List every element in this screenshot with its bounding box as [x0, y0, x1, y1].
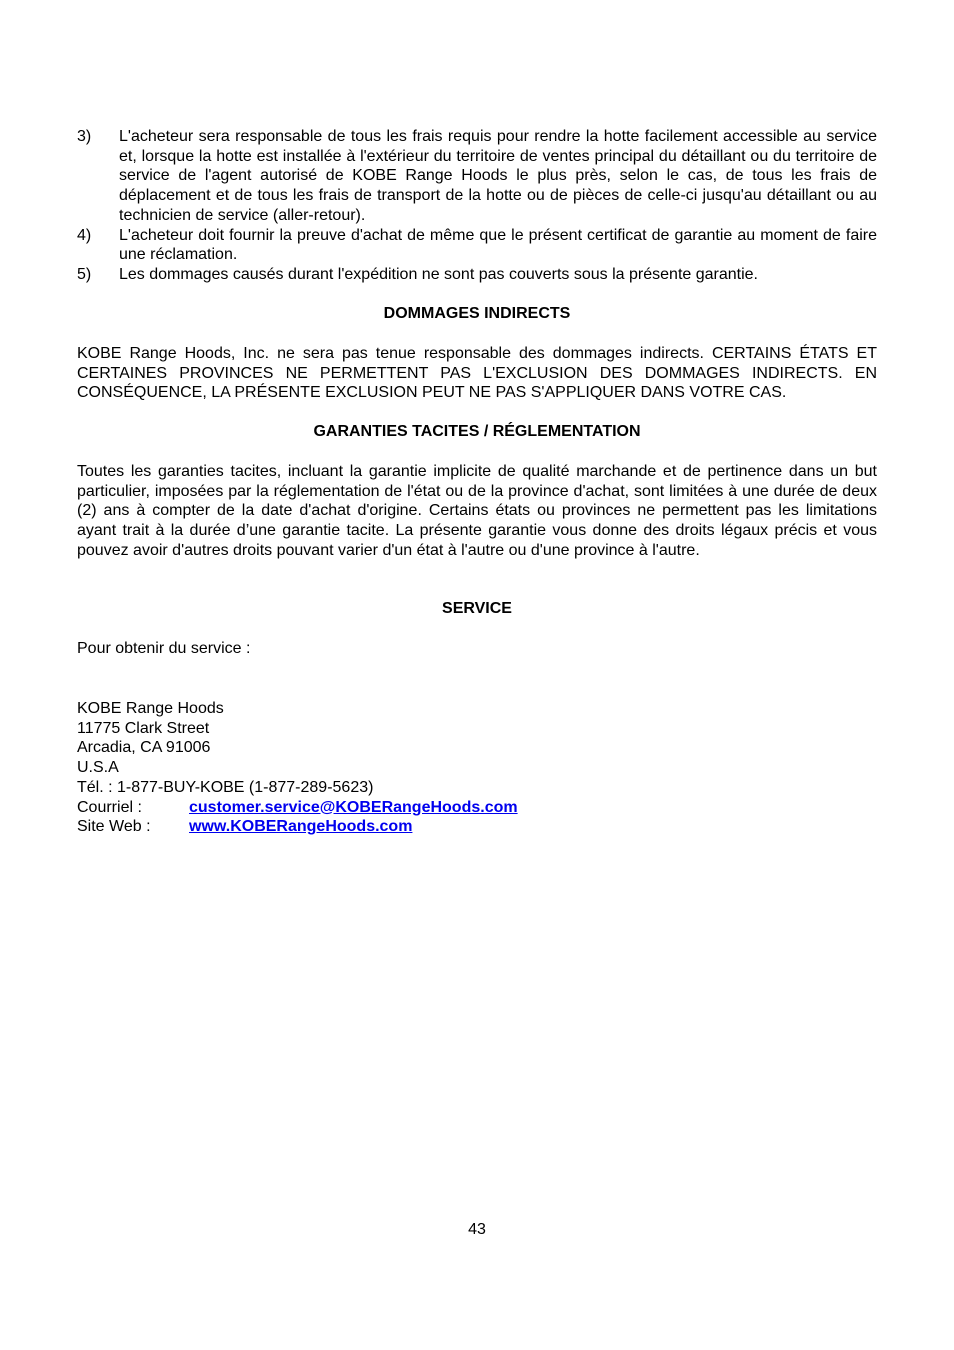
city-address: Arcadia, CA 91006 — [77, 739, 211, 757]
email-row — [77, 798, 518, 818]
email-link[interactable]: customer.service@KOBERangeHoods.com — [189, 798, 518, 816]
list-item — [77, 265, 877, 285]
website-link[interactable]: www.KOBERangeHoods.com — [189, 818, 413, 836]
indirect-damages-heading: DOMMAGES INDIRECTS — [383, 305, 571, 322]
service-intro: Pour obtenir du service : — [77, 640, 251, 657]
website-row — [77, 817, 518, 837]
implied-warranties-paragraph: Toutes les garanties tacites, incluant la garantie implicite de qualité marchande et de pertinence dans un but particulier, imposées par la réglementation de l'état ou de la province d'achat, sont limitées à une durée de deux (2) ans à compter de la date d'achat d'origine. Certains états ou provinces ne permettent pas les limitations ayant trait à la durée d’une garantie tacite. La présente garantie vous donne des droits légaux précis et vous pouvez avoir d'autres droits pouvant varier d'un état à l'autre ou d'une province à l'autre. — [77, 463, 877, 559]
list-item — [77, 226, 877, 265]
list-item-number: 5) — [77, 265, 92, 283]
list-item-number: 4) — [77, 226, 92, 244]
country: U.S.A — [77, 759, 119, 777]
list-item — [77, 127, 877, 226]
email-label: Courriel : — [77, 798, 142, 816]
page-number: 43 — [468, 1221, 486, 1238]
list-item-number: 3) — [77, 128, 92, 145]
website-label: Site Web : — [77, 818, 151, 836]
list-item-text: L'acheteur sera responsable de tous les frais requis pour rendre la hotte facilement accessible au service et, lorsque la hotte est installée à l'extérieur du territoire de ventes principal du détaillant ou du territoire de service de l'agent autorisé de KOBE Range Hoods le plus près, selon le cas, de tous les frais de déplacement et de tous les frais de transport de la hotte ou de pièces de celle-ci jusqu'au détaillant ou au technicien de service (aller-retour). — [119, 128, 877, 224]
implied-warranties-heading: GARANTIES TACITES / RÉGLEMENTATION — [313, 423, 641, 440]
list-item-text: Les dommages causés durant l'expédition ne sont pas couverts sous la présente garantie. — [119, 265, 758, 283]
street-address: 11775 Clark Street — [77, 719, 210, 737]
warranty-conditions-list — [77, 127, 877, 285]
contact-block — [77, 699, 518, 837]
service-heading: SERVICE — [442, 600, 512, 617]
list-item-text: L'acheteur doit fournir la preuve d'achat de même que le présent certificat de garantie au moment de faire une réclamation. — [119, 226, 877, 264]
phone-number: Tél. : 1-877-BUY-KOBE (1-877-289-5623) — [77, 778, 374, 796]
indirect-damages-paragraph: KOBE Range Hoods, Inc. ne sera pas tenue responsable des dommages indirects. CERTAINS ÉTATS ET CERTAINES PROVINCES NE PERMETTENT PAS L'EXCLUSION DES DOMMAGES INDIRECTS. EN CONSÉQUENCE, LA PRÉSENTE EXCLUSION PEUT NE PAS S'APPLIQUER DANS VOTRE CAS. — [77, 345, 877, 402]
company-name: KOBE Range Hoods — [77, 700, 224, 717]
